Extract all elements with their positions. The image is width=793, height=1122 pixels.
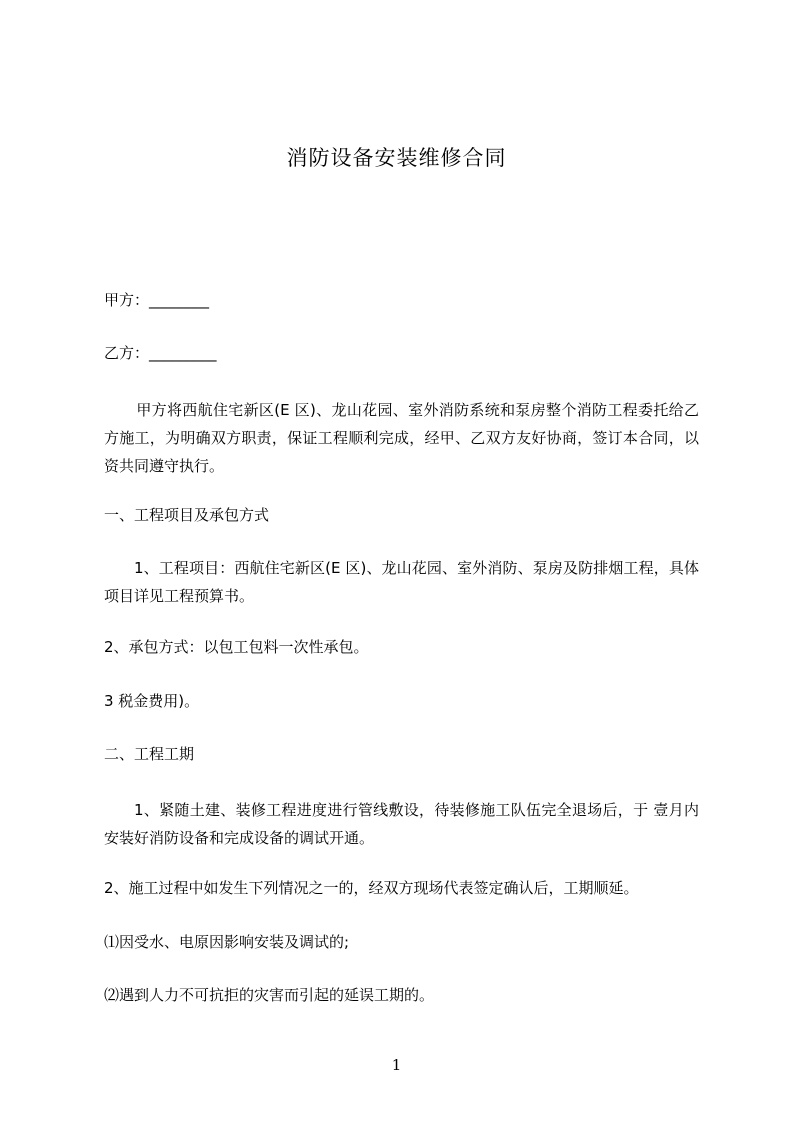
item-1-3-line: 3 税金费用)。 xyxy=(104,692,200,710)
item-2-1-text: 1、紧随土建、装修工程进度进行管线敷设，待装修施工队伍完全退场后，于 壹月内安装好消防设备和完成设备的调试开通。 xyxy=(104,801,699,847)
section-2-heading: 二、工程工期 xyxy=(104,745,195,763)
item-2-2-b-line: ⑵遇到人力不可抗拒的灾害而引起的延误工期的。 xyxy=(104,986,435,1004)
intro-paragraph xyxy=(104,396,699,480)
item-2-2-line: 2、施工过程中如发生下列情况之一的，经双方现场代表签定确认后，工期顺延。 xyxy=(104,879,639,897)
document-title: 消防设备安装维修合同 xyxy=(286,146,507,170)
page-number: 1 xyxy=(391,1056,402,1074)
party-a-line: 甲方：________ xyxy=(104,291,210,309)
section-1-heading: 一、工程项目及承包方式 xyxy=(104,506,270,524)
item-1-1-paragraph xyxy=(104,554,699,610)
item-1-1-text: 1、工程项目：西航住宅新区(E 区)、龙山花园、室外消防、泵房及防排烟工程，具体项目详见工程预算书。 xyxy=(104,559,699,605)
item-2-2-a-line: ⑴因受水、电原因影响安装及调试的; xyxy=(104,933,350,951)
item-2-1-paragraph xyxy=(104,796,699,852)
item-1-2-line: 2、承包方式：以包工包料一次性承包。 xyxy=(104,638,369,656)
intro-text: 甲方将西航住宅新区(E 区)、龙山花园、室外消防系统和泵房整个消防工程委托给乙方施工，为明确双方职责，保证工程顺利完成，经甲、乙双方友好协商，签订本合同，以资共同遵守执行。 xyxy=(104,401,699,475)
party-b-line: 乙方：_________ xyxy=(104,344,217,362)
